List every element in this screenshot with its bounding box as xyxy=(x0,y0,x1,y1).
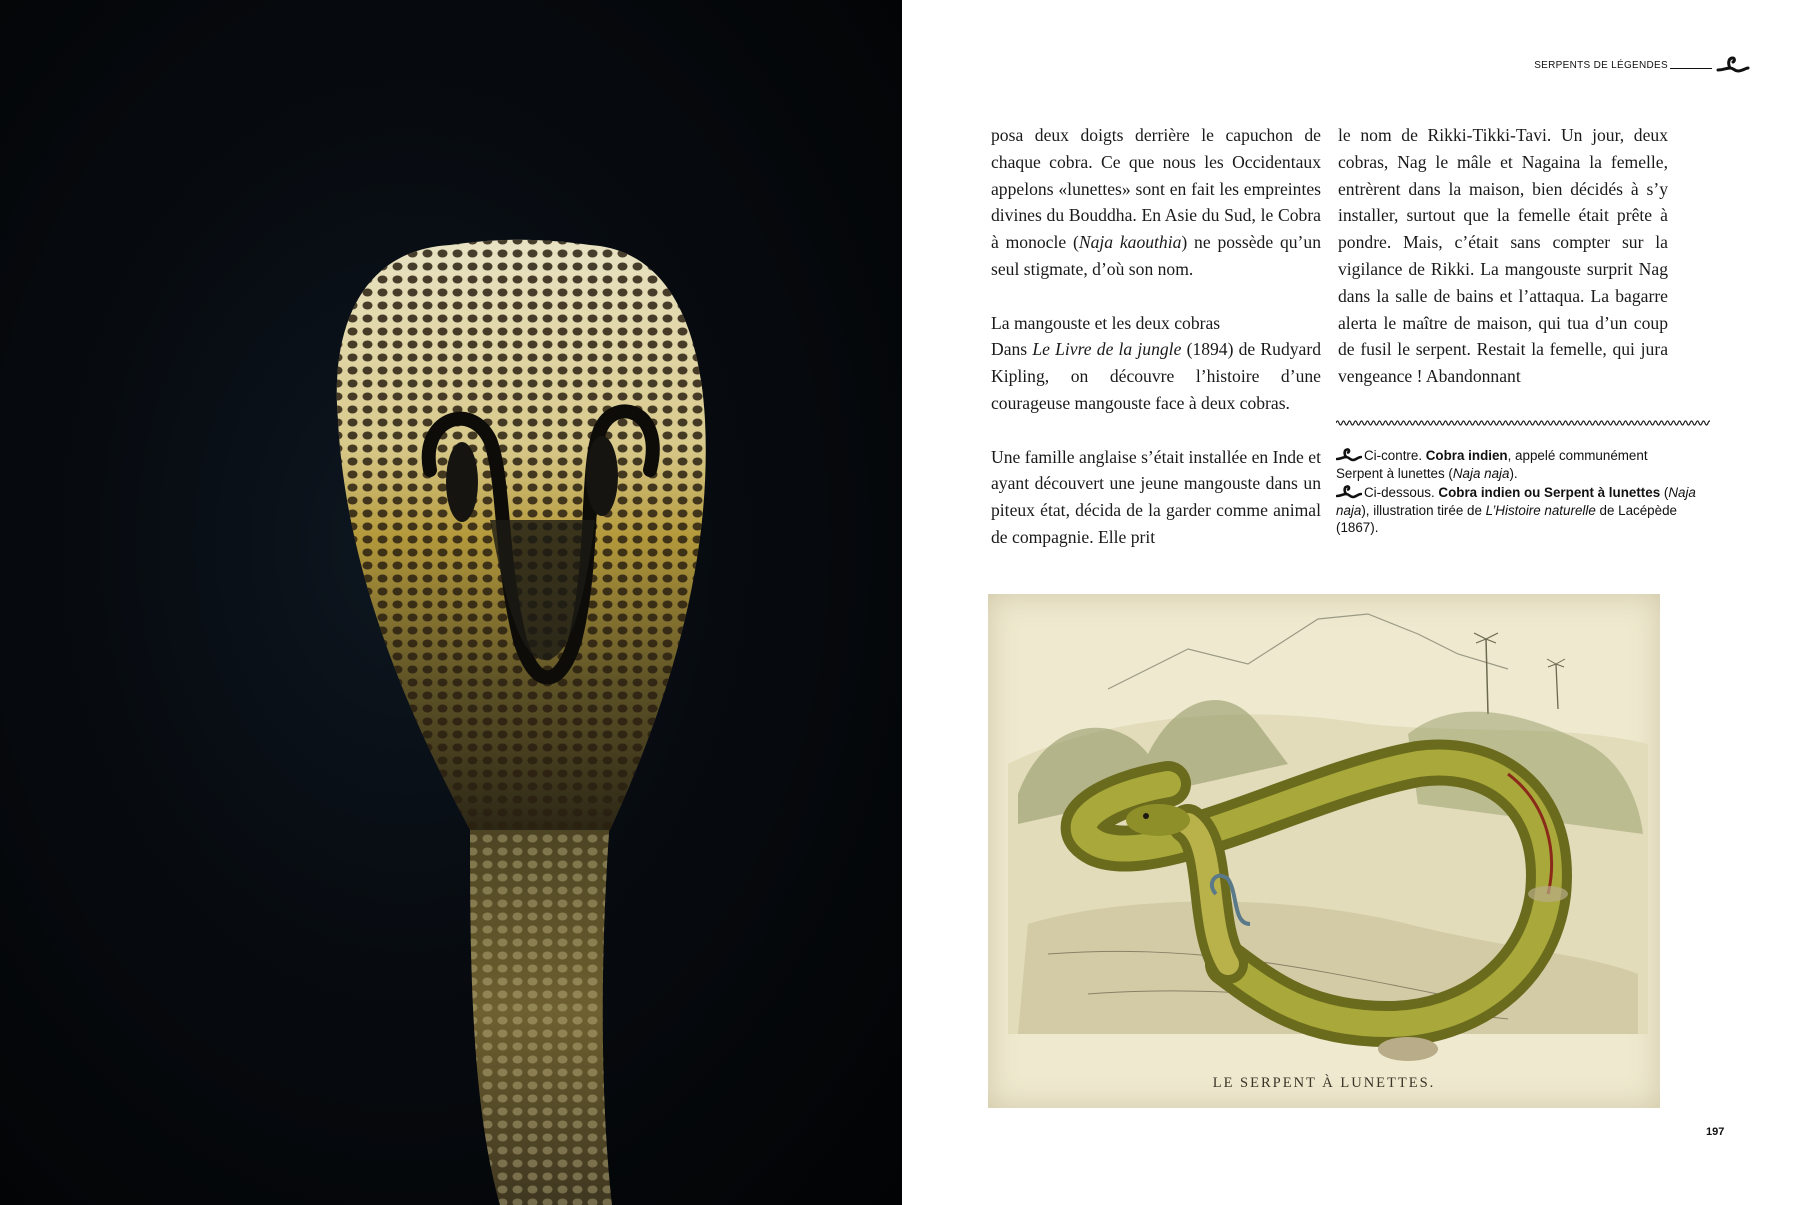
caption-lead: Ci-contre. xyxy=(1364,448,1426,463)
caption-subject: Cobra indien ou Serpent à lunettes xyxy=(1438,485,1661,500)
paragraph-kipling xyxy=(991,336,1321,416)
engraving-illustration xyxy=(988,594,1660,1108)
species-name: Naja kaouthia xyxy=(1078,232,1182,253)
book-title: Le Livre de la jungle xyxy=(1032,339,1182,360)
paragraph-family: Une famille anglaise s’était installée en Inde et ayant découvert une jeune mangouste dans un piteux état, décida de la garder comme animal de compagnie. Elle prit xyxy=(991,446,1321,547)
caption-text: de Lacépède (1867). xyxy=(1336,502,1677,535)
caption-text: ( xyxy=(1660,485,1669,500)
wavy-divider xyxy=(1336,418,1710,428)
paragraph-text: Dans xyxy=(991,339,1033,360)
caption-species: Naja naja xyxy=(1452,465,1510,481)
caption-species: Naja naja xyxy=(1336,485,1696,518)
paragraph-text: ) ne possède qu’un seul stigmate, d’où son nom. xyxy=(991,232,1321,279)
snake-icon xyxy=(1716,56,1750,74)
caption-lead: Ci-dessous. xyxy=(1364,485,1439,500)
snake-icon xyxy=(1336,485,1362,499)
caption-text: ), illustration tirée de xyxy=(1361,502,1486,518)
text-column-left xyxy=(991,122,1321,551)
caption-book-title: L’Histoire naturelle xyxy=(1485,502,1596,518)
captions xyxy=(1336,447,1698,539)
caption-opposite xyxy=(1336,447,1698,482)
caption-subject: Cobra indien xyxy=(1425,448,1508,463)
running-header xyxy=(1440,56,1750,74)
caption-below xyxy=(1336,484,1698,537)
caption-text: , appelé communément Serpent à lunettes ( xyxy=(1336,448,1648,481)
page-number: 197 xyxy=(1706,1126,1725,1138)
snake-icon xyxy=(1336,448,1362,462)
running-title: SERPENTS DE LÉGENDES xyxy=(1534,59,1668,71)
paragraph-text: (1894) de Rudyard Kipling, on découvre l’histoire d’une courageuse mangouste face à deux cobras. xyxy=(991,339,1322,413)
text-column-right xyxy=(1338,122,1668,390)
header-rule xyxy=(1670,61,1712,69)
caption-text: ). xyxy=(1509,465,1518,481)
engraving-drawing xyxy=(988,594,1660,1108)
section-subheading: La mangouste et les deux cobras xyxy=(991,312,1221,333)
paragraph-rikki: le nom de Rikki-Tikki-Tavi. Un jour, deux cobras, Nag le mâle et Nagaina la femelle, entrèrent dans la maison, bien décidés à s’y installer, surtout que la femelle était prête à pondre. Mais, c’était sans compter sur la vigilance de Rikki. La mangouste surprit Nag dans la salle de bains et l’attaqua. La bagarre alerta le maître de maison, qui tua d’un coup de fusil le serpent. Restait la femelle, qui jura vengeance ! Abandonnant xyxy=(1338,125,1668,387)
paragraph-buddha xyxy=(991,122,1321,283)
paragraph-text: posa deux doigts derrière le capuchon de chaque cobra. Ce que nous les Occidentaux appelons «lunettes» sont en fait les empreintes divines du Bouddha. En Asie du Sud, le Cobra à monocle ( xyxy=(991,125,1321,253)
engraving-caption: LE SERPENT À LUNETTES. xyxy=(1212,1075,1436,1091)
